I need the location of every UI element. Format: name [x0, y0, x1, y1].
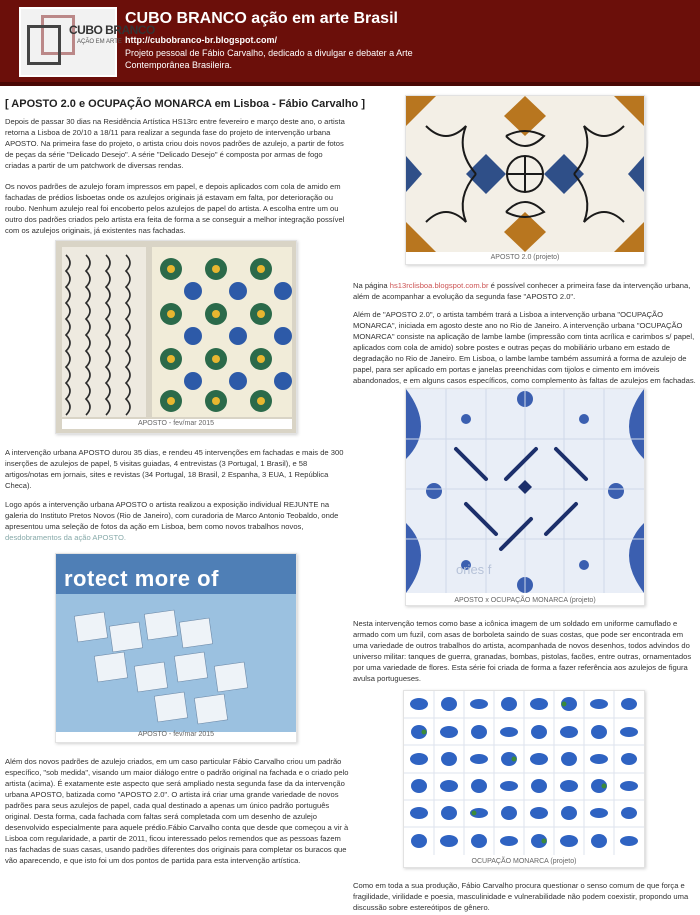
left-paragraph-2: Os novos padrões de azulejo foram impressos em papel, e depois aplicados com cola de amido em fachadas de prédios lisboetas onde os azulejos originais já estavam em falta, por deterioração ou roubo. Nenhum azulejo real foi encoberto pelos azulejos de papel do artista. A escolha entre um ou outro dos padrões criados pelo artista era feita de forma a se conseguir a melhor integração possível com os azulejos originais, já existentes nas fachadas.	[5, 182, 345, 235]
aposto-desdobramentos-link[interactable]: desdobramentos da ação APOSTO.	[5, 533, 127, 542]
left-paragraph-4	[5, 499, 345, 543]
site-title[interactable]: CUBO BRANCO ação em arte Brasil	[125, 10, 398, 27]
aposto-photo-1-graphic	[56, 241, 296, 433]
right-paragraph-1	[353, 280, 698, 302]
site-url[interactable]: http://cubobranco-br.blogspot.com/	[125, 35, 277, 45]
ocupacao-monarca-project-image[interactable]	[403, 690, 645, 868]
wall-text: rotect more of	[64, 566, 219, 591]
left-paragraph-5: Além dos novos padrões de azulejo criados, em um caso particular Fábio Carvalho criou um padrão específico, "sob medida", visando um maior diálogo entre o padrão original na fachada e o criado pelo artista (acima). É exatamente este aspecto que será ampliado nesta segunda fase da da intervenção urbana APOSTO, batizada como "APOSTO 2.0". O artista irá criar uma grande variedade de novos padrões para seus azulejos de papel, cada qual destinado a apenas um único padrão português original. Desta forma, cada fachada com faltas será completada com um desenho de azulejo desenvolvido especialmente para aquele prédio.Fábio Carvalho conta que desde que começou a vir à Lisboa com regularidade, a partir de 2011, ficou interessado pelos remendos que as pessoas fazem nas fachadas de suas casas, usando padrões diferentes dos originais para completar os buracos que vão aparecendo, e que isto foi um dos pontos de partida para esta intervenção artística.	[5, 757, 349, 865]
left-paragraph-1: Depois de passar 30 dias na Residência Artística HS13rc entre fevereiro e março deste ano, o artista retorna a Lisboa de 20/10 a 18/11 para realizar a segunda fase do projeto de intervenção urbana APOSTO. Na primeira fase do projeto, o artista criou dois novos padrões de azulejo, a partir de fotos de peças da série "Delicado Desejo". A série "Delicado Desejo" é composta por armas de fogo criadas a partir de um patchwork de diversas rendas.	[5, 117, 345, 170]
right-paragraph-1-pre: Na página	[353, 281, 388, 290]
aposto-2-project-image[interactable]	[405, 95, 645, 265]
right-paragraph-2: Além de "APOSTO 2.0", o artista também trará a Lisboa a intervenção urbana "OCUPAÇÃO MONARCA", iniciada em agosto deste ano no Rio de Janeiro. A intervenção urbana "OCUPAÇÃO MONARCA" consiste na aplicação de lambe lambe (impressão com tinta acrílica e carimbos s/ papel, aplicados com cola de amido) sobre postes e outras peças do mobiliário urbano em estado de degradação no Rio de Janeiro. Em Lisboa, o lambe lambe também assumirá a forma de azulejo de papel, para ser aplicado em portas e janelas preenchidas com tijolos e cimento em imóveis abandonados, e em alguns casos específicos, como complemento às faltas de azulejos em fachadas.	[353, 310, 696, 385]
aposto-monarca-project-image[interactable]	[405, 388, 645, 606]
ocupacao-monarca-project-caption: OCUPAÇÃO MONARCA (projeto)	[471, 858, 577, 865]
right-paragraph-1-post: é possível conhecer a primeira fase da intervenção urbana, além de acompanhar a evolução da segunda fase "APOSTO 2.0".	[353, 281, 691, 301]
ocupacao-monarca-project-graphic	[404, 691, 644, 867]
post-title[interactable]: [ APOSTO 2.0 e OCUPAÇÃO MONARCA em Lisboa - Fábio Carvalho ]	[5, 98, 365, 110]
logo-text: CUBO BRANCO	[69, 23, 155, 37]
site-description: Projeto pessoal de Fábio Carvalho, dedicado a divulgar e debater a Arte Contemporânea Brasileira.	[125, 48, 413, 70]
left-paragraph-4-text: Logo após a intervenção urbana APOSTO o artista realizou a exposição individual REJUNTE na galeria do Instituto Pretos Novos (Rio de Janeiro), com curadoria de Marco Antonio Teobaldo, onde apresentou uma seleção de fotos da ação em Lisboa, bem como novos trabalhos novos,	[5, 500, 339, 531]
logo-square-front	[27, 25, 61, 65]
svg-text:ories f: ories f	[456, 562, 492, 577]
right-paragraph-4: Como em toda a sua produção, Fábio Carvalho procura questionar o senso comum de que força e fragilidade, virilidade e poesia, masculinidade e vulnerabilidade não podem coexistir, propondo uma discussão sobre estereótipos de gênero.	[353, 881, 689, 912]
left-paragraph-3: A intervenção urbana APOSTO durou 35 dias, e rendeu 45 intervenções em fachadas e mais de 300 inserções de azulejos de papel, 5 visitas guiadas, 4 entrevistas (3 Portugal, 1 Brasil), e 58 artigos/notas em jornais, sites e revistas (34 Portugal, 18 Brasil, 2 Espanha, 3 EUA, 1 República Checa).	[5, 448, 344, 490]
blog-logo[interactable]	[19, 7, 155, 77]
aposto-photo-1-caption: APOSTO - fev/mar 2015	[137, 420, 215, 427]
aposto-photo-1[interactable]	[55, 240, 297, 434]
aposto-photo-2[interactable]	[55, 553, 297, 743]
aposto-photo-2-caption: APOSTO - fev/mar 2015	[137, 731, 215, 738]
right-paragraph-3: Nesta intervenção temos como base a icônica imagem de um soldado em uniforme camuflado e armado com um fuzil, com asas de borboleta saindo de suas costas, que pode ser encontrada em uma variedade de outros trabalhos do artista, acompanhada de novos desenhos, todos advindos do universo militar: tanques de guerra, granadas, bombas, pistolas, facões, entre outras, ornamentados por uma variedade de flores. Esta série foi criada de forma a fazer referência aos azulejos de figura avulsa portugueses.	[353, 619, 692, 683]
hs13rclisboa-link[interactable]: hs13rclisboa.blogspot.com.br	[389, 281, 489, 290]
aposto-2-project-caption: APOSTO 2.0 (projeto)	[490, 254, 560, 261]
aposto-monarca-project-graphic	[406, 389, 644, 605]
aposto-monarca-project-caption: APOSTO x OCUPAÇÃO MONARCA (projeto)	[454, 597, 596, 604]
logo-subtext: AÇÃO EM ARTE	[77, 39, 122, 45]
aposto-2-project-graphic	[406, 96, 644, 264]
blog-header	[0, 0, 700, 86]
